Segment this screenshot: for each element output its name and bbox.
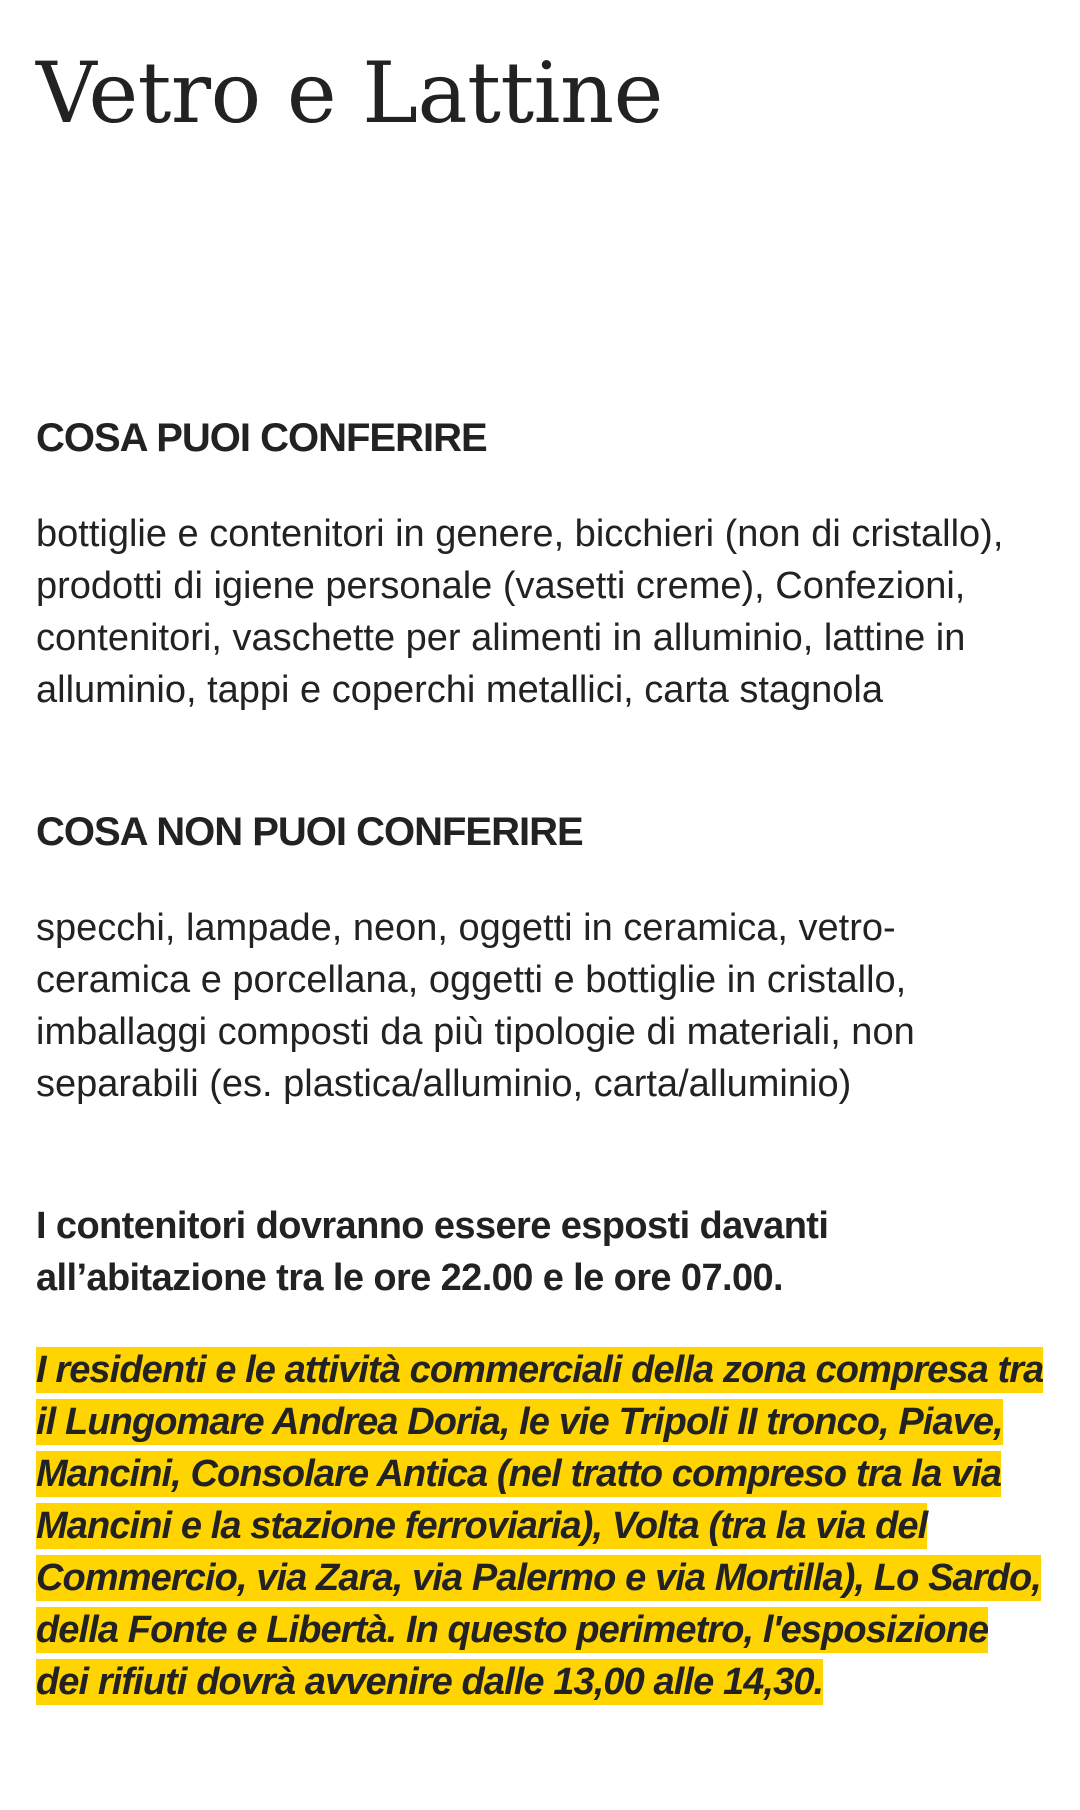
can-dispose-list-text: bottiglie e contenitori in genere, bicchieri (non di cristallo), prodotti di igiene personale (vasetti creme), Confezioni, contenitori, vaschette per alimenti in alluminio, lattine in alluminio, tappi e coperchi metallici, carta stagnola: [36, 513, 1004, 711]
cannot-dispose-list-text: specchi, lampade, neon, oggetti in ceramica, vetro-ceramica e porcellana, oggetti e bottiglie in cristallo, imballaggi composti da più tipologie di materiali, non separabili (es. plastica/alluminio, carta/alluminio): [36, 907, 915, 1105]
page-title: Vetro e Lattine: [36, 44, 663, 142]
highlighted-zone-notice: [36, 1344, 1046, 1708]
section-heading-cannot-dispose: COSA NON PUOI CONFERIRE: [36, 810, 583, 854]
highlighted-zone-notice-text: I residenti e le attività commerciali della zona compresa tra il Lungomare Andrea Doria, le vie Tripoli II tronco, Piave, Mancini, Consolare Antica (nel tratto compreso tra la via Mancini e la stazione ferroviaria), Volta (tra la via del Commercio, via Zara, via Palermo e via Mortilla), Lo Sardo, della Fonte e Libertà. In questo perimetro, l'esposizione dei rifiuti dovrà avvenire dalle 13,00 alle 14,30.: [36, 1349, 1044, 1703]
collection-hours-notice: I contenitori dovranno essere esposti davanti all’abitazione tra le ore 22.00 e le ore 07.00.: [36, 1205, 829, 1299]
section-heading-can-dispose: COSA PUOI CONFERIRE: [36, 416, 487, 460]
